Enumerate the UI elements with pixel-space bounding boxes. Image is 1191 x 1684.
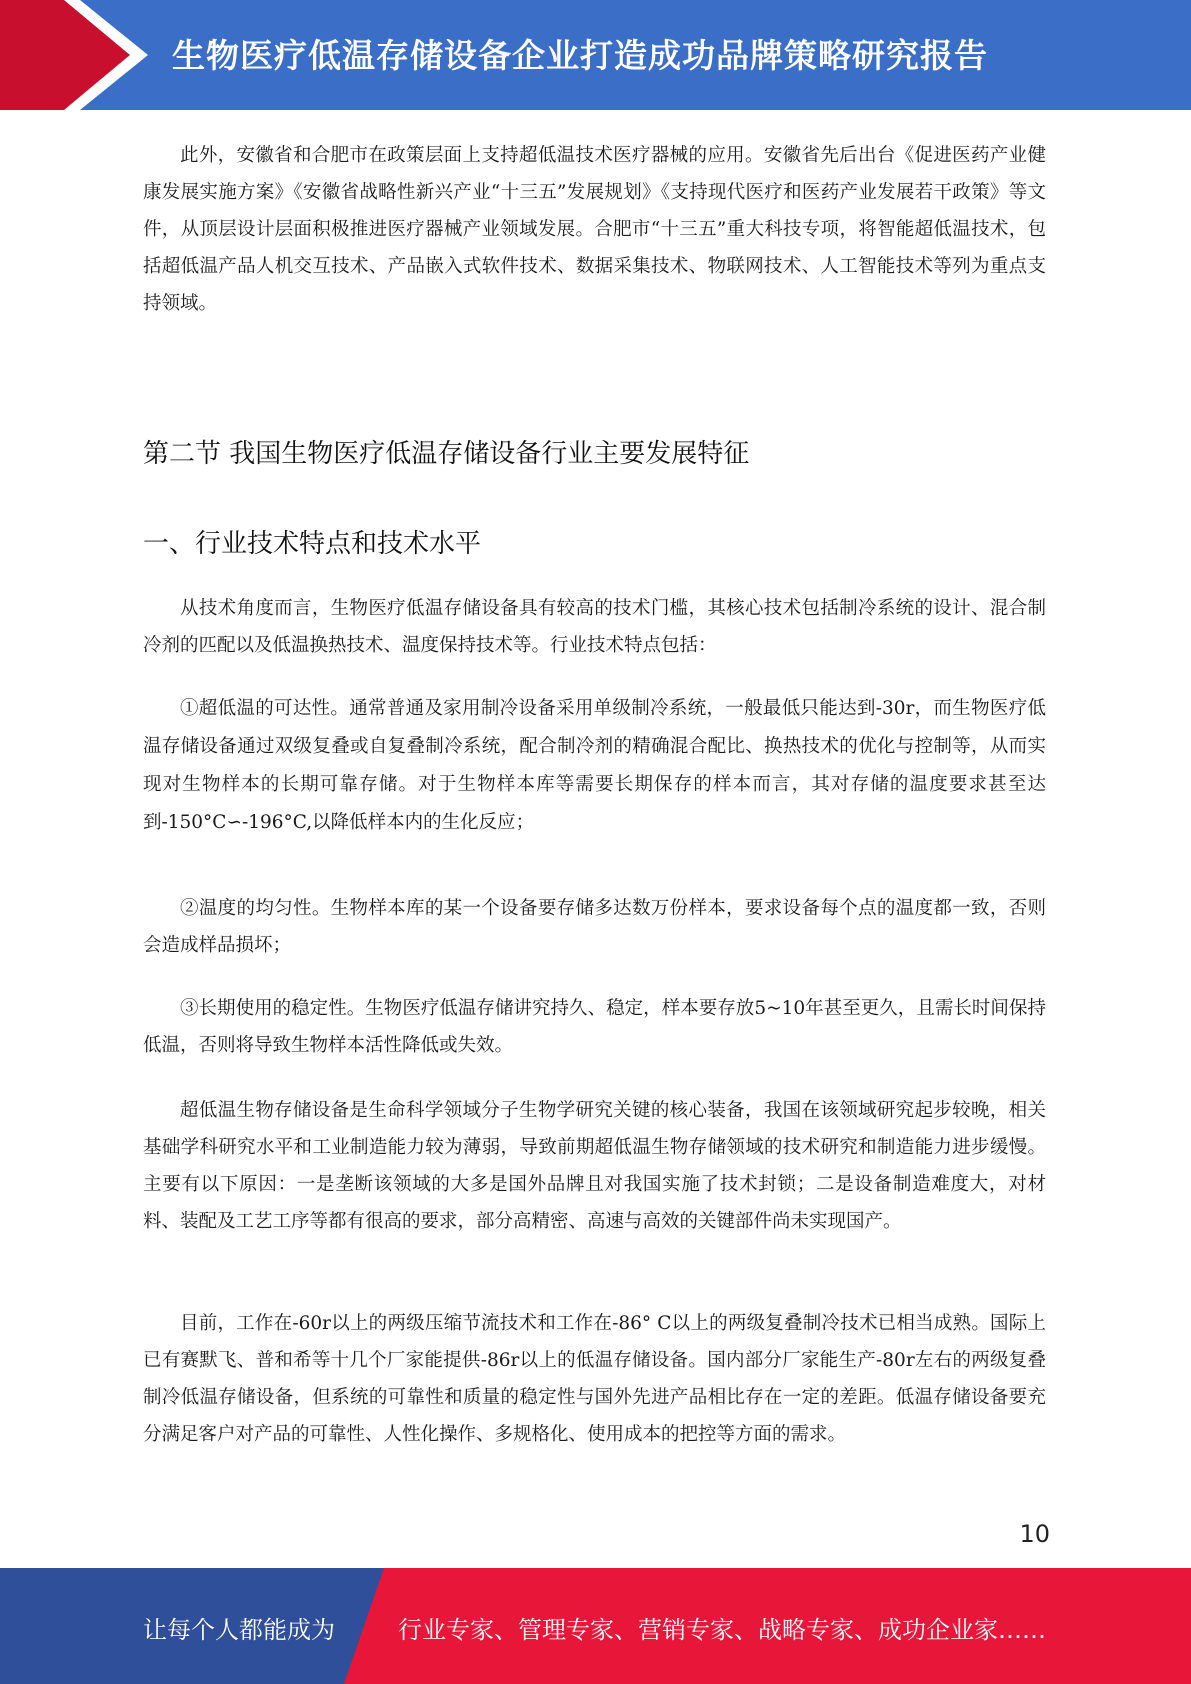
page-number: 10: [1019, 1520, 1050, 1548]
paragraph-industry-status: 超低温生物存储设备是生命科学领域分子生物学研究关键的核心装备，我国在该领域研究起步较晚，相关基础学科研究水平和工业制造能力较为薄弱，导致前期超低温生物存储领域的技术研究和制造能力进步缓慢。主要有以下原因：一是垄断该领域的大多是国外品牌且对我国实施了技术封锁；二是设备制造难度大，对材料、装配及工艺工序等都有很高的要求，部分高精密、高速与高效的关键部件尚未实现国产。: [143, 1100, 1046, 1232]
paragraph-point-3: ③长期使用的稳定性。生物医疗低温存储讲究持久、稳定，样本要存放5~10年甚至更久，且需长时间保持低温，否则将导致生物样本活性降低或失效。: [143, 998, 1046, 1056]
section-title: 第二节 我国生物医疗低温存储设备行业主要发展特征: [143, 439, 750, 469]
subsection-title: 一、行业技术特点和技术水平: [143, 529, 482, 559]
page-footer: [0, 1568, 1191, 1684]
paragraph-current-tech: 目前，工作在-60r以上的两级压缩节流技术和工作在-86° C以上的两级复叠制冷技术已相当成熟。国际上已有赛默飞、普和希等十几个厂家能提供-86r以上的低温存储设备。国内部分厂家能生产-80r左右的两级复叠制冷低温存储设备，但系统的可靠性和质量的稳定性与国外先进产品相比存在一定的差距。低温存储设备要充分满足客户对产品的可靠性、人性化操作、多规格化、使用成本的把控等方面的需求。: [143, 1313, 1046, 1445]
paragraph-point-1: ①超低温的可达性。通常普通及家用制冷设备采用单级制冷系统，一般最低只能达到-30r，而生物医疗低温存储设备通过双级复叠或自复叠制冷系统，配合制冷剂的精确混合配比、换热技术的优化与控制等，从而实现对生物样本的长期可靠存储。对于生物样本库等需要长期保存的样本而言，其对存储的温度要求甚至达到-150°C∽-196°C,以降低样本内的生化反应；: [143, 698, 1046, 833]
paragraph-point-2: ②温度的均匀性。生物样本库的某一个设备要存储多达数万份样本，要求设备每个点的温度都一致，否则会造成样品损坏；: [143, 898, 1046, 956]
footer-slogan-right: 行业专家、管理专家、营销专家、战略专家、成功企业家……: [398, 1616, 1046, 1644]
page-header: [0, 0, 1191, 110]
intro-paragraph: 此外，安徽省和合肥市在政策层面上支持超低温技术医疗器械的应用。安徽省先后出台《促进医药产业健康发展实施方案》《安徽省战略性新兴产业“十三五”发展规划》《支持现代医疗和医药产业发展若干政策》等文件，从顶层设计层面积极推进医疗器械产业领域发展。合肥市“十三五”重大科技专项，将智能超低温技术，包括超低温产品人机交互技术、产品嵌入式软件技术、数据采集技术、物联网技术、人工智能技术等列为重点支持领域。: [143, 145, 1046, 314]
paragraph-tech-overview: 从技术角度而言，生物医疗低温存储设备具有较高的技术门槛，其核心技术包括制冷系统的设计、混合制冷剂的匹配以及低温换热技术、温度保持技术等。行业技术特点包括：: [143, 598, 1046, 656]
report-title: 生物医疗低温存储设备企业打造成功品牌策略研究报告: [172, 36, 988, 75]
footer-slogan-left: 让每个人都能成为: [143, 1616, 335, 1644]
